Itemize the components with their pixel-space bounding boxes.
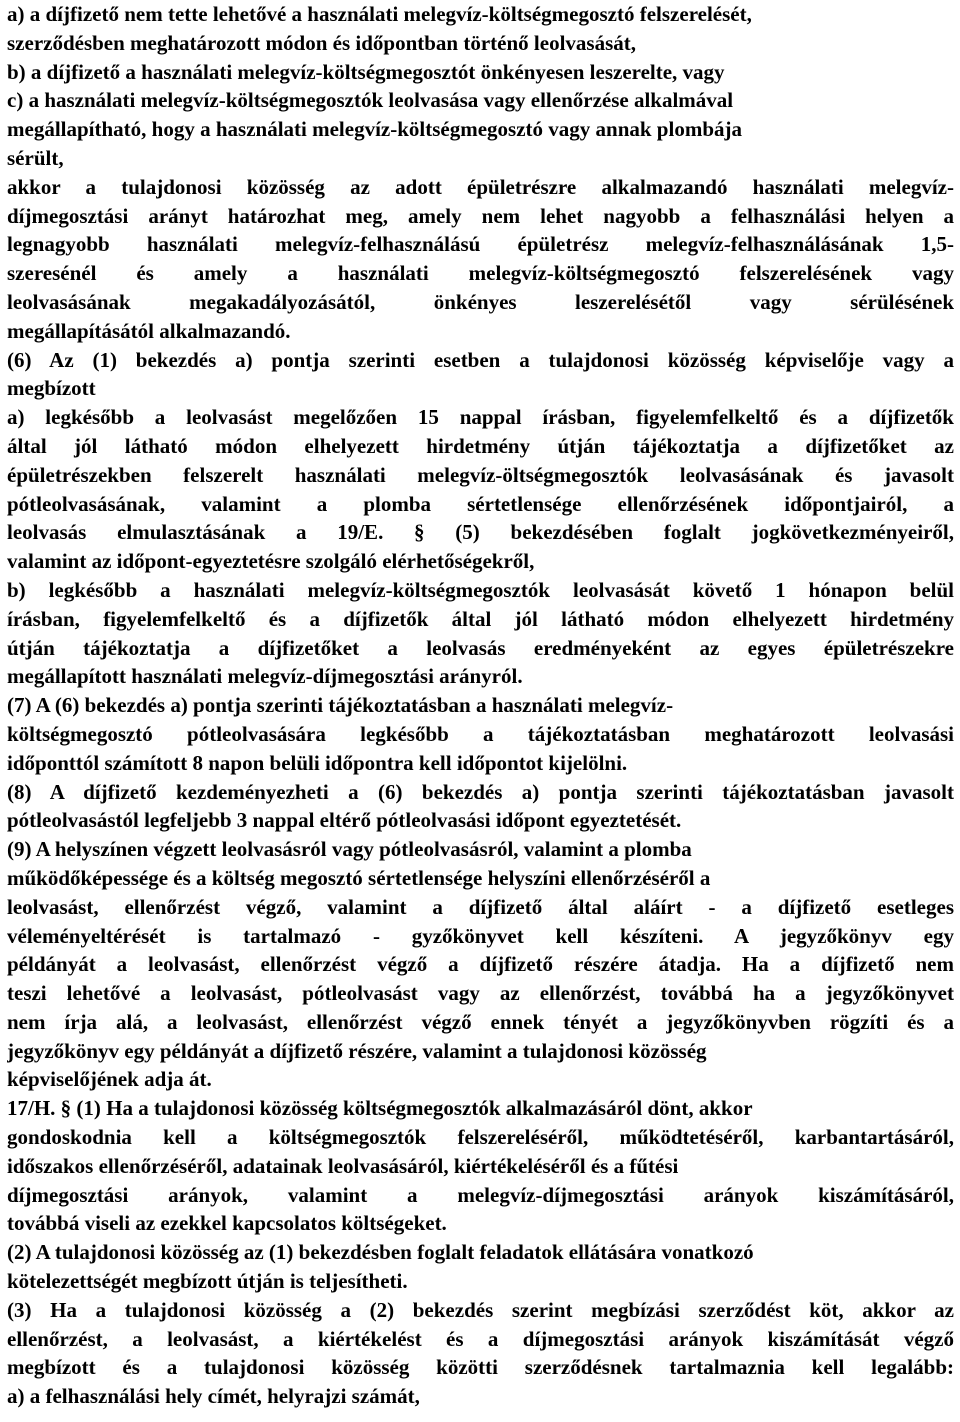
- text-line: gondoskodnia kell a költségmegosztók felszereléséről, működtetéséről, karbantartásáról,: [7, 1125, 954, 1150]
- text-line: leolvasás elmulasztásának a 19/E. § (5) bekezdésében foglalt jogkövetkezményeiről,: [7, 520, 954, 545]
- text-line: (9) A helyszínen végzett leolvasásról vagy pótleolvasásról, valamint a plomba: [7, 837, 692, 862]
- text-line: sérült,: [7, 145, 64, 170]
- text-line: példányát a leolvasást, ellenőrzést végző a díjfizető részére átadja. Ha a díjfizető nem: [7, 952, 954, 977]
- text-line: megállapított használati melegvíz-díjmegosztási arányról.: [7, 664, 523, 689]
- text-line: a) a díjfizető nem tette lehetővé a használati melegvíz-költségmegosztó felszerelését,: [7, 2, 752, 26]
- text-line: szerződésben meghatározott módon és időpontban történő leolvasását,: [7, 30, 636, 55]
- text-line: a) a felhasználási hely címét, helyrajzi számát,: [7, 1384, 420, 1409]
- text-line: legnagyobb használati melegvíz-felhasználású épületrész melegvíz-felhasználásának 1,5-: [7, 232, 954, 257]
- text-line: a) legkésőbb a leolvasást megelőzően 15 nappal írásban, figyelemfelkeltő és a díjfizetők: [7, 405, 954, 430]
- text-line: útján tájékoztatja a díjfizetőket a leolvasás eredményeként az egyes épületrészekre: [7, 635, 954, 660]
- text-line: időponttól számított 8 napon belüli időpontra kell időpontot kijelölni.: [7, 750, 628, 775]
- text-line: díjmegosztási arányok, valamint a melegvíz-díjmegosztási arányok kiszámításáról,: [7, 1182, 954, 1207]
- text-line: leolvasásának megakadályozásától, önkényes leszerelésétől vagy sérülésének: [7, 289, 954, 314]
- text-line: valamint az időpont-egyeztetésre szolgáló elérhetőségekről,: [7, 549, 535, 574]
- text-line: által jól látható módon elhelyezett hirdetmény útján tájékoztatja a díjfizetőket az: [7, 433, 954, 458]
- text-line: (8) A díjfizető kezdeményezheti a (6) bekezdés a) pontja szerinti tájékoztatásban javasolt: [7, 779, 954, 804]
- text-line: b) a díjfizető a használati melegvíz-költségmegosztót önkényesen leszerelte, vagy: [7, 59, 725, 84]
- text-line: továbbá viseli az ezekkel kapcsolatos költségeket.: [7, 1211, 447, 1236]
- text-line: jegyzőkönyv egy példányát a díjfizető részére, valamint a tulajdonosi közösség: [7, 1038, 707, 1063]
- text-line: leolvasást, ellenőrzést végző, valamint a díjfizető által aláírt - a díjfizető esetleges: [7, 894, 954, 919]
- text-line: (3) Ha a tulajdonosi közösség a (2) bekezdés szerint megbízási szerződést köt, akkor az: [7, 1297, 954, 1322]
- text-line: pótleolvasásának, valamint a plomba sértetlensége ellenőrzésének időpontjairól, a: [7, 491, 954, 516]
- text-line: épületrészekben felszerelt használati melegvíz-öltségmegosztók leolvasásának és javasolt: [7, 462, 954, 487]
- text-line: szeresénél és amely a használati melegvíz-költségmegosztó felszerelésének vagy: [7, 261, 954, 286]
- text-line: megállapítható, hogy a használati melegvíz-költségmegosztó vagy annak plombája: [7, 117, 742, 142]
- text-line: kötelezettségét megbízott útján is teljesítheti.: [7, 1269, 408, 1294]
- text-line: ellenőrzést, a leolvasást, a kiértékelést és a díjmegosztási arányok kiszámítását végző: [7, 1326, 954, 1351]
- text-line: írásban, figyelemfelkeltő és a díjfizetők által jól látható módon elhelyezett hirdetmény: [7, 606, 954, 631]
- text-line: (2) A tulajdonosi közösség az (1) bekezdésben foglalt feladatok ellátására vonatkozó: [7, 1240, 754, 1265]
- text-line: véleményeltérését is tartalmazó - gyzőkönyvet kell készíteni. A jegyzőkönyv egy: [7, 923, 954, 948]
- text-line: működőképessége és a költség megosztó sértetlensége helyszíni ellenőrzéséről a: [7, 865, 711, 890]
- text-line: időszakos ellenőrzéséről, adatainak leolvasásáról, kiértékeléséről és a fűtési: [7, 1153, 679, 1178]
- text-line: megbízott és a tulajdonosi közösség közötti szerződésnek tartalmaznia kell legalább:: [7, 1355, 954, 1380]
- text-line: költségmegosztó pótleolvasására legkésőbb a tájékoztatásban meghatározott leolvasási: [7, 721, 954, 746]
- text-line: b) legkésőbb a használati melegvíz-költségmegosztók leolvasását követő 1 hónapon belül: [7, 577, 954, 602]
- text-line: képviselőjének adja át.: [7, 1067, 212, 1092]
- text-line: pótleolvasástól legfeljebb 3 nappal eltérő pótleolvasási időpont egyeztetését.: [7, 808, 682, 833]
- text-line: (7) A (6) bekezdés a) pontja szerinti tájékoztatásban a használati melegvíz-: [7, 693, 674, 718]
- text-line: teszi lehetővé a leolvasást, pótleolvasást vagy az ellenőrzést, továbbá ha a jegyzőkönyvet: [7, 981, 954, 1006]
- text-line: nem írja alá, a leolvasást, ellenőrzést végző ennek tényét a jegyzőkönyvben rögzíti és a: [7, 1009, 954, 1034]
- text-line: megbízott: [7, 376, 96, 401]
- text-line: 17/H. § (1) Ha a tulajdonosi közösség költségmegosztók alkalmazásáról dönt, akkor: [7, 1096, 753, 1121]
- text-line: díjmegosztási arányt határozhat meg, amely nem lehet nagyobb a felhasználási helyen a: [7, 203, 954, 228]
- text-line: akkor a tulajdonosi közösség az adott épületrészre alkalmazandó használati melegvíz-: [7, 174, 954, 199]
- text-line: c) a használati melegvíz-költségmegosztók leolvasása vagy ellenőrzése alkalmával: [7, 88, 734, 113]
- text-line: (6) Az (1) bekezdés a) pontja szerinti esetben a tulajdonosi közösség képviselője vagy a: [7, 347, 954, 372]
- text-line: megállapításától alkalmazandó.: [7, 318, 291, 343]
